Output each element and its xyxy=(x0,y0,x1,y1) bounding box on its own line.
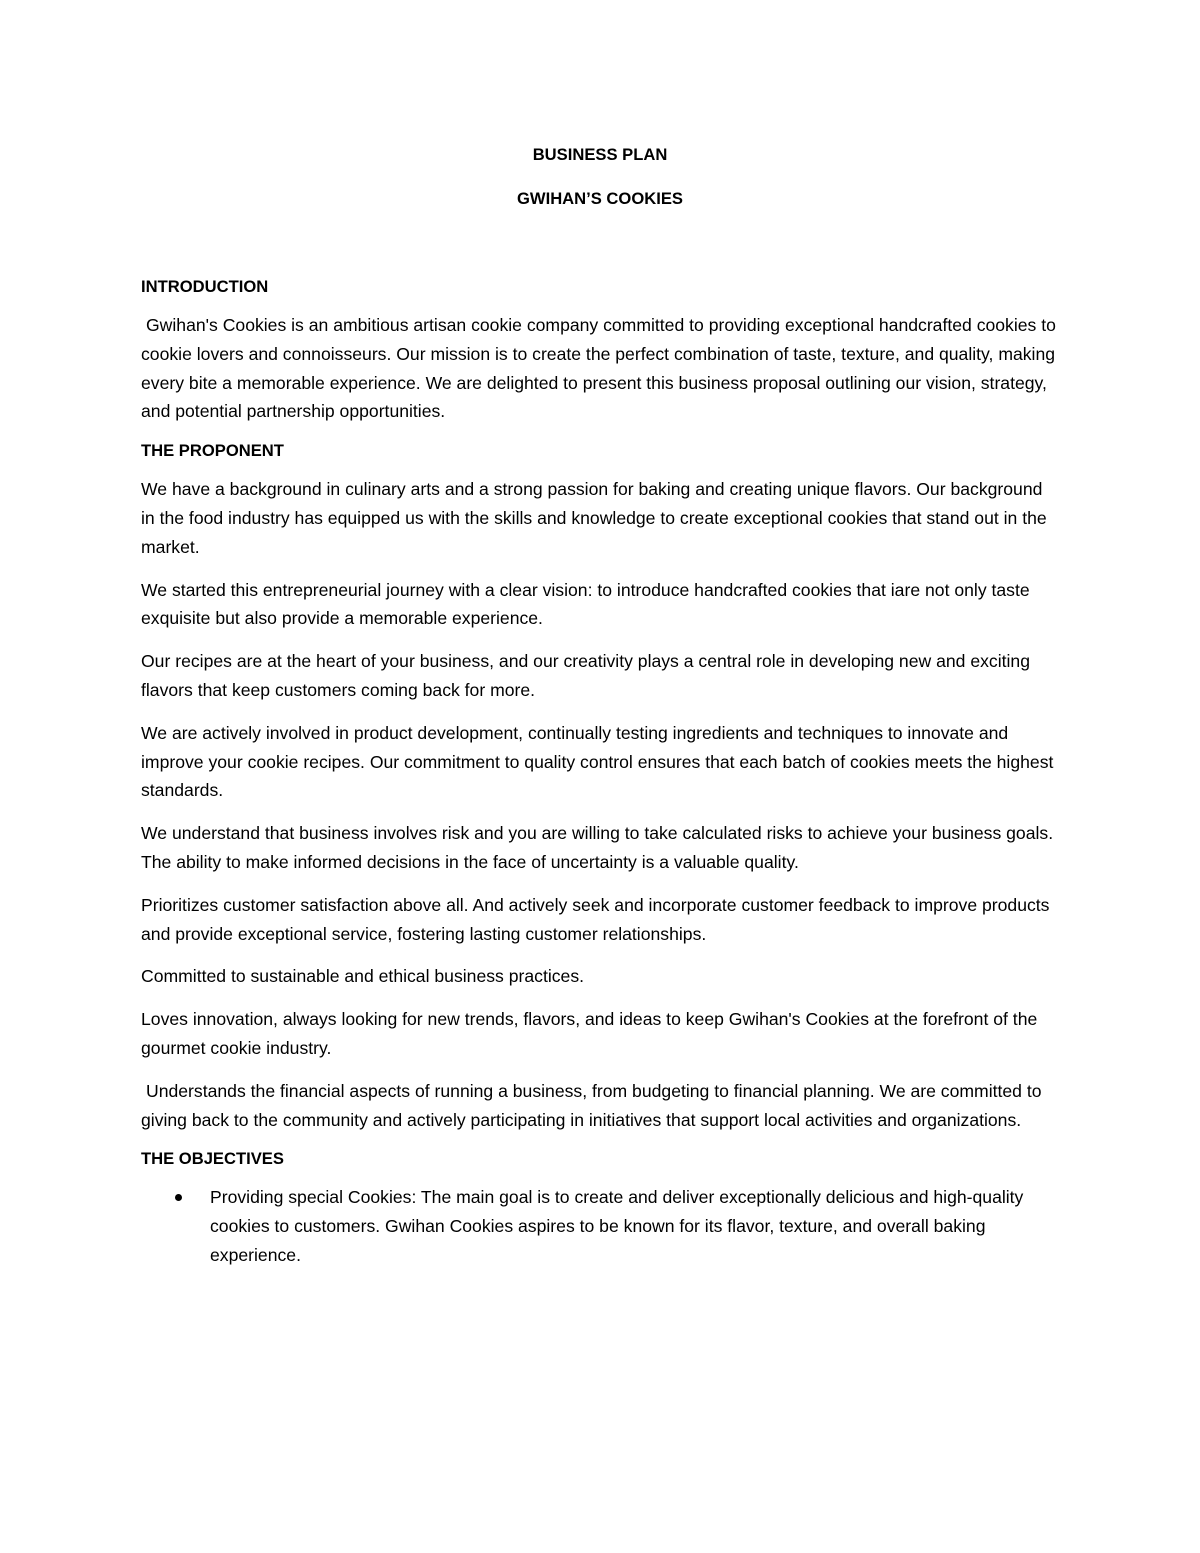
proponent-paragraph-9: Understands the financial aspects of running a business, from budgeting to financial planning. We are committed to giving back to the community and actively participating in initiatives that support local activities and organizations. xyxy=(141,1080,1042,1130)
proponent-paragraph-7: Committed to sustainable and ethical business practices. xyxy=(141,966,585,987)
proponent-heading: THE PROPONENT xyxy=(141,441,284,461)
proponent-paragraph-2: We started this entrepreneurial journey with a clear vision: to introduce handcrafted cookies that iare not only taste exquisite but also provide a memorable experience. xyxy=(141,579,1030,629)
document-body xyxy=(141,144,1059,1270)
objectives-list xyxy=(141,1183,1059,1269)
proponent-paragraph-6: Prioritizes customer satisfaction above all. And actively seek and incorporate customer feedback to improve products and provide exceptional service, fostering lasting customer relationships. xyxy=(141,894,1050,944)
proponent-paragraph-8: Loves innovation, always looking for new trends, flavors, and ideas to keep Gwihan's Cookies at the forefront of the gourmet cookie industry. xyxy=(141,1009,1038,1058)
proponent-paragraph-3: Our recipes are at the heart of your business, and our creativity plays a central role in developing new and exciting flavors that keep customers coming back for more. xyxy=(141,651,1030,700)
bullet-icon xyxy=(175,1194,182,1201)
introduction-heading: INTRODUCTION xyxy=(141,277,269,296)
proponent-paragraph-5: We understand that business involves risk and you are willing to take calculated risks to achieve your business goals. The ability to make informed decisions in the face of uncertainty is a valuable quality. xyxy=(141,823,1054,872)
objectives-heading: THE OBJECTIVES xyxy=(141,1149,284,1169)
proponent-paragraph-1: We have a background in culinary arts and a strong passion for baking and creating unique flavors. Our background in the food industry has equipped us with the skills and knowledge to create exceptional cookies that stand out in the market. xyxy=(141,479,1047,557)
list-item xyxy=(141,1183,1059,1269)
proponent-paragraph-4: We are actively involved in product development, continually testing ingredients and techniques to innovate and improve your cookie recipes. Our commitment to quality control ensures that each batch of cookies meets the highest standards. xyxy=(141,722,1054,801)
objective-text: Providing special Cookies: The main goal is to create and deliver exceptionally delicious and high-quality cookies to customers. Gwihan Cookies aspires to be known for its flavor, texture, and overall baking experience. xyxy=(210,1187,1024,1265)
document-subtitle: GWIHAN’S COOKIES xyxy=(517,189,683,208)
document-title: BUSINESS PLAN xyxy=(532,145,668,164)
introduction-paragraph: Gwihan's Cookies is an ambitious artisan cookie company committed to providing exceptional handcrafted cookies to cookie lovers and connoisseurs. Our mission is to create the perfect combination of taste, texture, and quality, making every bite a memorable experience. We are delighted to present this business proposal outlining our vision, strategy, and potential partnership opportunities. xyxy=(141,315,1056,422)
